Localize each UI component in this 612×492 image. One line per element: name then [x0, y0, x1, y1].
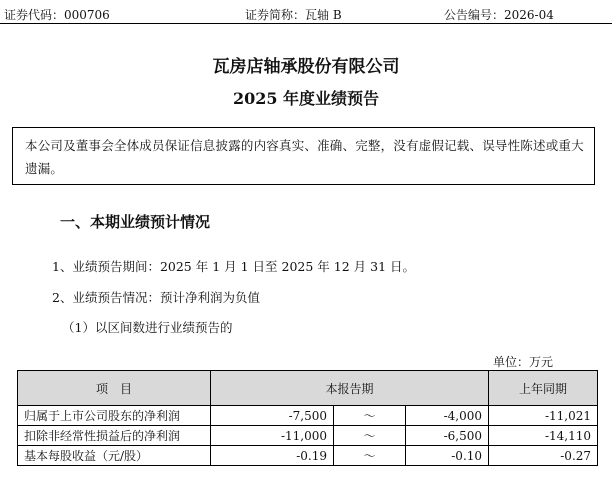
- range-high: -6,500: [406, 426, 489, 446]
- range-low: -7,500: [211, 406, 334, 426]
- row-label: 归属于上市公司股东的净利润: [18, 406, 211, 426]
- company-name: 瓦房店轴承股份有限公司: [212, 57, 400, 77]
- range-separator: ～: [334, 406, 406, 426]
- stock-abbreviation: 证券简称：瓦轴 B: [245, 8, 342, 22]
- table-row: [18, 426, 598, 446]
- table-row: [18, 446, 598, 466]
- header-current-period: 本报告期: [211, 371, 489, 406]
- range-separator: ～: [334, 446, 406, 466]
- header-prior-period: 上年同期: [489, 371, 598, 406]
- document-title: 2025 年度业绩预告: [232, 89, 380, 108]
- announcement-number: 公告编号：2026-04: [444, 8, 554, 22]
- page-header: [0, 6, 612, 24]
- section-heading: 一、本期业绩预计情况: [60, 213, 211, 231]
- range-low: -11,000: [211, 426, 334, 446]
- header-divider: [0, 23, 612, 24]
- range-separator: ～: [334, 426, 406, 446]
- forecast-method: （1）以区间数进行业绩预告的: [62, 320, 233, 335]
- range-low: -0.19: [211, 446, 334, 466]
- row-label: 基本每股收益（元/股）: [18, 446, 211, 466]
- table-row: [18, 406, 598, 426]
- prior-value: -14,110: [489, 426, 598, 446]
- range-high: -4,000: [406, 406, 489, 426]
- prior-value: -11,021: [489, 406, 598, 426]
- forecast-period: 1、业绩预告期间：2025 年 1 月 1 日至 2025 年 12 月 31 日。: [52, 259, 416, 274]
- table-header-row: [18, 371, 598, 406]
- performance-table: [17, 370, 598, 466]
- prior-value: -0.27: [489, 446, 598, 466]
- stock-code: 证券代码：000706: [4, 8, 110, 22]
- range-high: -0.10: [406, 446, 489, 466]
- forecast-status: 2、业绩预告情况：预计净利润为负值: [52, 290, 260, 305]
- row-label: 扣除非经常性损益后的净利润: [18, 426, 211, 446]
- unit-label: 单位：万元: [493, 355, 554, 369]
- disclosure-notice: 本公司及董事会全体成员保证信息披露的内容真实、准确、完整，没有虚假记载、误导性陈述或重大遗漏。: [12, 127, 595, 185]
- header-item: 项 目: [18, 371, 211, 406]
